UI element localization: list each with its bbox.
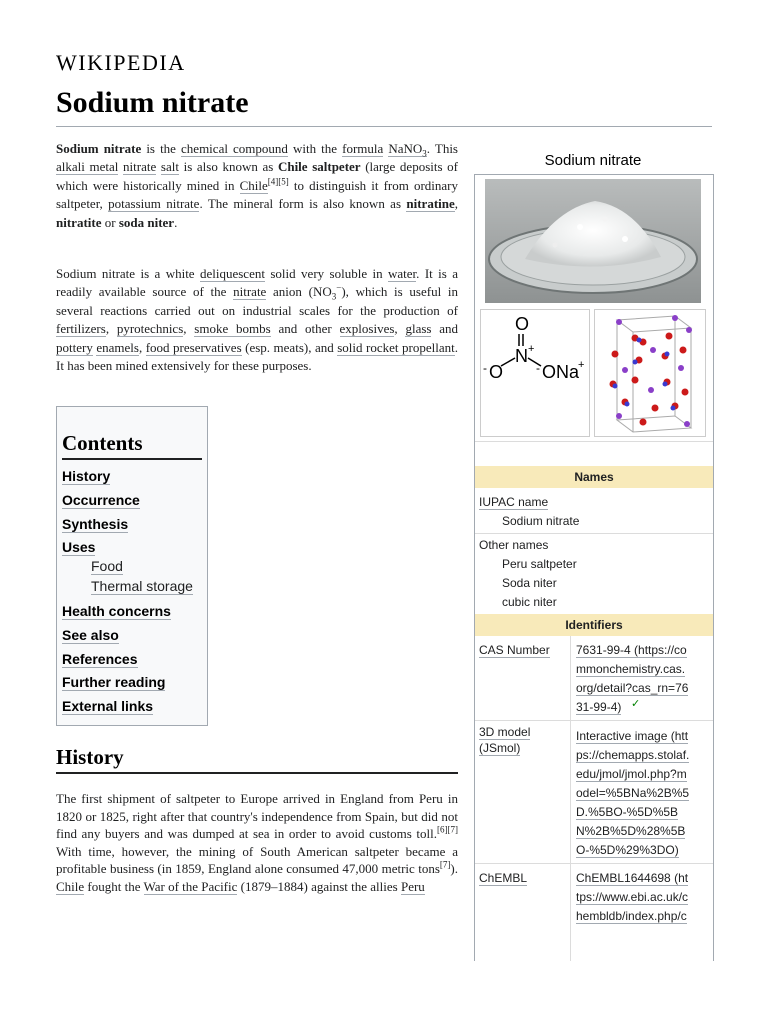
jsmol-label[interactable]: (JSmol)	[479, 741, 521, 755]
cas-number-label[interactable]: CAS Number	[479, 643, 550, 657]
atom-o-top: O	[515, 314, 530, 334]
toc-item-references[interactable]: References	[62, 651, 138, 667]
toc-item-see-also[interactable]: See also	[62, 627, 119, 643]
bond-left	[501, 358, 515, 366]
ref-7[interactable]: [7]	[447, 824, 458, 835]
link-formula[interactable]: formula	[342, 141, 384, 156]
3d-model-link[interactable]: N%2B%5D%28%5B	[576, 824, 686, 838]
crystal-structure-image[interactable]	[594, 309, 706, 437]
infobox-divider	[475, 533, 713, 534]
atom-o-left: O	[489, 362, 504, 382]
3d-model-link[interactable]: O-%5D%29%3DO)	[576, 843, 679, 857]
title-divider	[56, 126, 712, 127]
cas-number-link[interactable]: mmonchemistry.cas.	[576, 662, 686, 676]
link-smoke-bombs[interactable]: smoke bombs	[194, 321, 271, 337]
table-of-contents	[56, 406, 208, 726]
atom-na: Na	[556, 362, 580, 382]
history-heading: History	[56, 745, 124, 769]
link-water[interactable]: water	[388, 266, 417, 281]
names-header: Names	[475, 466, 713, 488]
infobox-caption: Sodium nitrate	[544, 152, 642, 169]
n-charge: +	[528, 343, 535, 355]
toc-item-history[interactable]: History	[62, 468, 111, 484]
ref-4[interactable]: [4]	[267, 176, 279, 187]
chembl-link[interactable]: tps://www.ebi.ac.uk/c	[576, 890, 689, 904]
verified-check-icon[interactable]: ✓	[631, 698, 641, 710]
lead-paragraph-2: Sodium nitrate is a white deliquescent solid very soluble in water. It is a readily available source of the nitrate anion $(NO_3^-)$, which is useful in several reactions carried out on industrial scales for the production of fertilizers, pyrotechnics, smoke bombs and other explosives, glass and pottery enamels, food preservatives (esp. meats), and solid rocket propellant. It has been mined extensively for these purposes.	[56, 266, 459, 374]
iupac-name-value: Sodium nitrate	[502, 514, 580, 528]
ref-5[interactable]: [5]	[278, 176, 289, 187]
link-war-of-the-pacific[interactable]: War of the Pacific	[143, 878, 238, 894]
link-salt[interactable]: salt	[160, 159, 179, 175]
3d-model-link[interactable]: odel=%5BNa%2B%5	[576, 786, 690, 800]
identifiers-header: Identifiers	[475, 614, 713, 636]
infobox-divider	[475, 720, 713, 721]
page-title: Sodium nitrate	[56, 86, 249, 119]
link-chile[interactable]: Chile	[239, 177, 268, 193]
chembl-link[interactable]: ChEMBL1644698 (ht	[576, 871, 689, 885]
ref-7-second[interactable]: [7]	[439, 860, 451, 871]
link-nitrate[interactable]: nitrate	[123, 159, 157, 175]
cas-number-link[interactable]: 7631-99-4 (https://co	[576, 643, 687, 657]
link-chemical-compound[interactable]: chemical compound	[181, 141, 288, 156]
link-nitratine[interactable]: nitratine	[406, 196, 455, 212]
toc-item-synthesis[interactable]: Synthesis	[62, 516, 129, 532]
link-formula-value[interactable]: NaNO$_3$	[388, 141, 427, 159]
identifiers-column-divider	[570, 636, 571, 961]
link-glass[interactable]: glass	[405, 321, 432, 337]
iupac-name-label[interactable]: IUPAC name	[479, 495, 549, 509]
toc-subitem-food[interactable]: Food	[91, 558, 123, 574]
other-name-item: cubic niter	[502, 595, 557, 609]
toc-item-external-links[interactable]: External links	[62, 698, 154, 714]
cas-number-link[interactable]: 31-99-4)	[576, 700, 622, 714]
na-charge: +	[578, 359, 585, 371]
link-explosives[interactable]: explosives	[339, 321, 395, 337]
other-names-label: Other names	[479, 538, 549, 552]
3d-model-label[interactable]: 3D model	[479, 725, 531, 739]
infobox	[474, 174, 714, 961]
lead-paragraph-1: Sodium nitrate is the chemical compound with the formula NaNO$_3$. This alkali metal nitrate salt is also known as Chile saltpeter (large deposits of which were historically mined in Chile[4][5] to distinguish it from ordinary saltpeter, potassium nitrate. The mineral form is also known as nitratine, nitratite or soda niter.	[56, 141, 459, 230]
link-pyrotechnics[interactable]: pyrotechnics	[116, 321, 184, 337]
link-solid-rocket-propellant[interactable]: solid rocket propellant	[337, 339, 455, 355]
toc-item-occurrence[interactable]: Occurrence	[62, 492, 140, 508]
link-alkali-metal[interactable]: alkali metal	[56, 159, 119, 175]
toc-title: Contents	[62, 431, 202, 460]
atom-n: N	[515, 346, 528, 366]
3d-model-link[interactable]: Interactive image (htt	[576, 729, 689, 743]
infobox-divider	[475, 441, 713, 442]
sodium-nitrate-photo[interactable]	[485, 179, 701, 303]
history-divider	[56, 772, 458, 774]
wikipedia-wordmark[interactable]: WIKIPEDIA	[56, 50, 186, 75]
toc-subitem-thermal-storage[interactable]: Thermal storage	[91, 578, 193, 594]
cas-number-link[interactable]: org/detail?cas_rn=76	[576, 681, 689, 695]
history-paragraph: The first shipment of saltpeter to Europe arrived in England from Peru in 1820 or 1825, right after that country's independence from Spain, but did not find any buyers and was dumped at sea in order to avoid customs toll.[6][7] With time, however, the mining of South American saltpeter became a profitable business (in 1859, England alone consumed 47,000 metric tons[7]). Chile fought the War of the Pacific (1879–1884) against the allies Peru	[56, 791, 458, 894]
link-deliquescent[interactable]: deliquescent	[199, 266, 265, 281]
link-potassium-nitrate[interactable]: potassium nitrate	[108, 196, 200, 212]
structural-formula-image[interactable]	[480, 309, 590, 437]
chembl-label[interactable]: ChEMBL	[479, 871, 528, 885]
toc-item-further-reading[interactable]: Further reading	[62, 674, 166, 690]
3d-model-link[interactable]: D.%5BO-%5D%5B	[576, 805, 679, 819]
link-peru[interactable]: Peru	[400, 878, 425, 894]
link-chile-history[interactable]: Chile	[56, 878, 85, 894]
3d-model-link[interactable]: edu/jmol/jmol.php?m	[576, 767, 687, 781]
other-name-item: Peru saltpeter	[502, 557, 577, 571]
link-enamels[interactable]: enamels	[96, 339, 139, 355]
link-fertilizers[interactable]: fertilizers	[56, 321, 106, 337]
other-name-item: Soda niter	[502, 576, 557, 590]
toc-item-health-concerns[interactable]: Health concerns	[62, 603, 171, 619]
atom-o-right: O	[542, 362, 557, 382]
link-food-preservatives[interactable]: food preservatives	[145, 339, 242, 355]
chembl-link[interactable]: hembldb/index.php/c	[576, 909, 687, 923]
3d-model-link[interactable]: ps://chemapps.stolaf.	[576, 748, 690, 762]
infobox-divider	[475, 863, 713, 864]
toc-item-uses[interactable]: Uses	[62, 539, 96, 555]
link-nitrate-anion[interactable]: nitrate	[233, 284, 267, 300]
ref-6[interactable]: [6]	[437, 824, 448, 835]
o-right-charge: -	[536, 361, 540, 375]
link-pottery[interactable]: pottery	[56, 339, 93, 355]
o-left-charge: -	[483, 361, 487, 375]
